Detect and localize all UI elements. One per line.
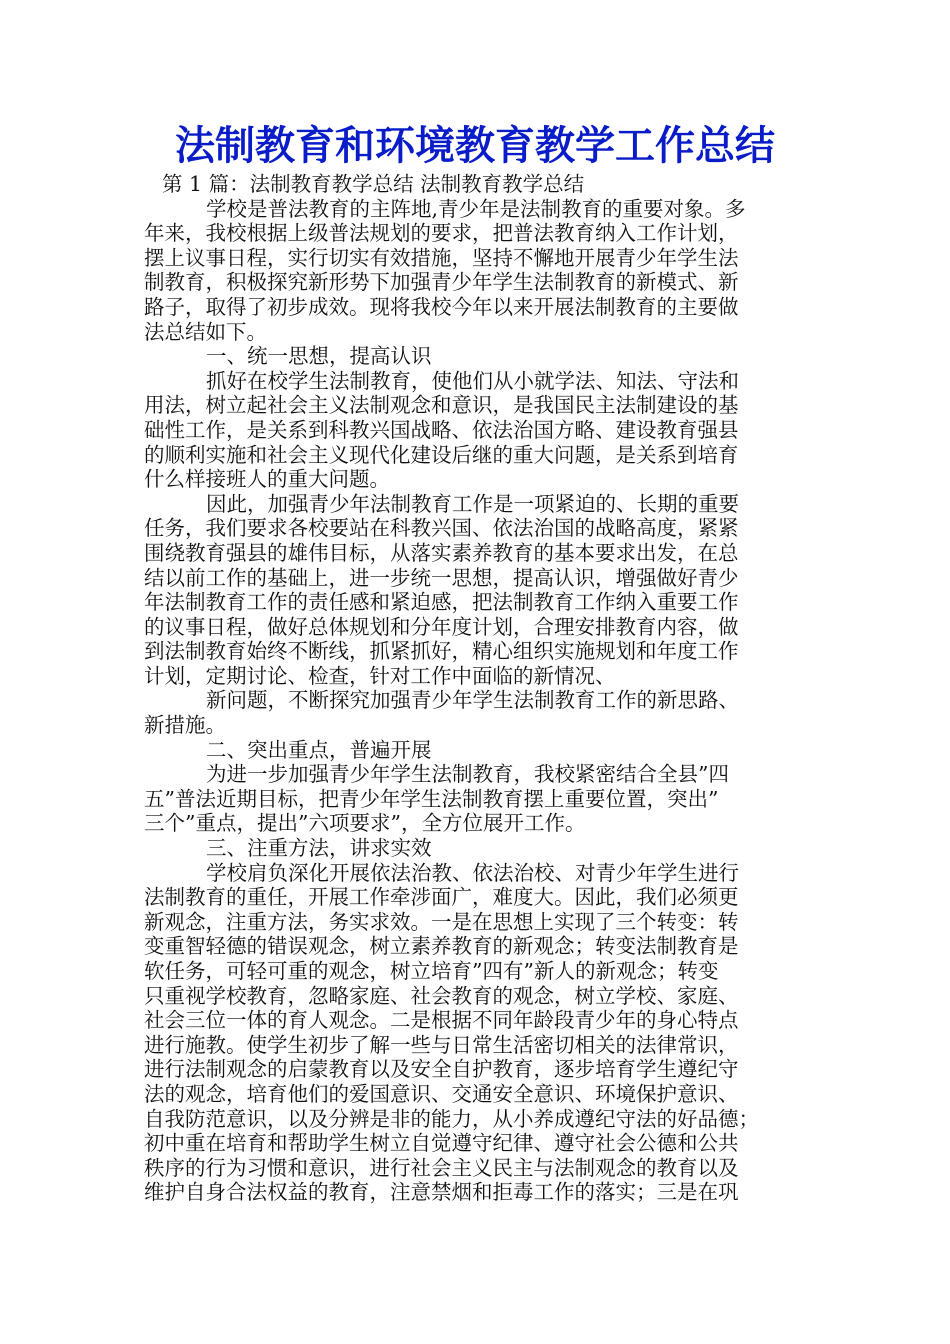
body-line: 一、统一思想，提高认识 [206, 344, 432, 369]
body-line: 法总结如下。 [144, 319, 267, 344]
body-line: 维护自身合法权益的教育，注意禁烟和拒毒工作的落实；三是在巩 [144, 1180, 739, 1205]
body-line: 结以前工作的基础上，进一步统一思想，提高认识，增强做好青少 [144, 565, 739, 590]
body-line: 进行法制观念的启蒙教育以及安全自护教育，逐步培育学生遵纪守 [144, 1057, 739, 1082]
body-line: 任务，我们要求各校要站在科教兴国、依法治国的战略高度，紧紧 [144, 516, 739, 541]
body-line: 只重视学校教育，忽略家庭、社会教育的观念，树立学校、家庭、 [144, 983, 739, 1008]
body-line: 摆上议事日程，实行切实有效措施，坚持不懈地开展青少年学生法 [144, 245, 739, 270]
body-line: 法的观念，培育他们的爱国意识、交通安全意识、环境保护意识、 [144, 1081, 739, 1106]
body-line: 的议事日程，做好总体规划和分年度计划，合理安排教育内容，做 [144, 614, 739, 639]
body-line: 为进一步加强青少年学生法制教育，我校紧密结合全县”四 [206, 762, 729, 787]
body-line: 第 1 篇：法制教育教学总结 法制教育教学总结 [162, 172, 585, 196]
body-line: 新措施。 [144, 713, 226, 738]
body-line: 二、突出重点，普遍开展 [206, 737, 432, 762]
body-line: 路子，取得了初步成效。现将我校今年以来开展法制教育的主要做 [144, 294, 739, 319]
body-line: 五”普法近期目标，把青少年学生法制教育摆上重要位置，突出” [144, 786, 719, 811]
body-line: 软任务，可轻可重的观念，树立培育”四有”新人的新观念；转变 [144, 959, 719, 983]
body-line: 的顺利实施和社会主义现代化建设后继的重大问题，是关系到培育 [144, 442, 739, 467]
body-line: 什么样接班人的重大问题。 [144, 467, 390, 492]
body-line: 自我防范意识，以及分辨是非的能力，从小养成遵纪守法的好品德； [144, 1106, 759, 1131]
body-line: 到法制教育始终不断线，抓紧抓好，精心组织实施规划和年度工作 [144, 639, 739, 664]
body-line: 新问题，不断探究加强青少年学生法制教育工作的新思路、 [206, 688, 739, 713]
body-line: 学校肩负深化开展依法治教、依法治校、对青少年学生进行 [206, 860, 739, 885]
body-line: 学校是普法教育的主阵地,青少年是法制教育的重要对象。多 [206, 196, 746, 221]
body-line: 制教育，积极探究新形势下加强青少年学生法制教育的新模式、新 [144, 270, 739, 295]
document-body [144, 172, 808, 1205]
body-line: 抓好在校学生法制教育，使他们从小就学法、知法、守法和 [206, 368, 739, 393]
body-line: 年法制教育工作的责任感和紧迫感，把法制教育工作纳入重要工作 [144, 590, 739, 615]
body-line: 计划，定期讨论、检查，针对工作中面临的新情况、 [144, 663, 616, 688]
body-line: 因此，加强青少年法制教育工作是一项紧迫的、长期的重要 [206, 491, 739, 516]
body-line: 进行施教。使学生初步了解一些与日常生活密切相关的法律常识， [144, 1032, 739, 1057]
body-line: 变重智轻德的错误观念，树立素养教育的新观念；转变法制教育是 [144, 934, 739, 959]
body-line: 年来，我校根据上级普法规划的要求，把普法教育纳入工作计划， [144, 221, 739, 246]
body-line: 三、注重方法，讲求实效 [206, 836, 432, 861]
body-line: 社会三位一体的育人观念。二是根据不同年龄段青少年的身心特点 [144, 1008, 739, 1033]
body-line: 法制教育的重任，开展工作牵涉面广，难度大。因此，我们必须更 [144, 885, 739, 910]
body-line: 初中重在培育和帮助学生树立自觉遵守纪律、遵守社会公德和公共 [144, 1131, 739, 1156]
body-line: 础性工作，是关系到科教兴国战略、依法治国方略、建设教育强县 [144, 417, 739, 442]
body-line: 围绕教育强县的雄伟目标，从落实素养教育的基本要求出发，在总 [144, 540, 739, 565]
body-line: 三个”重点，提出”六项要求”，全方位展开工作。 [144, 811, 586, 836]
document-title: 法制教育和环境教育教学工作总结 [175, 123, 775, 169]
body-line: 秩序的行为习惯和意识，进行社会主义民主与法制观念的教育以及 [144, 1155, 739, 1180]
body-line: 新观念，注重方法，务实求效。一是在思想上实现了三个转变：转 [144, 909, 739, 934]
body-line: 用法，树立起社会主义法制观念和意识，是我国民主法制建设的基 [144, 393, 739, 418]
